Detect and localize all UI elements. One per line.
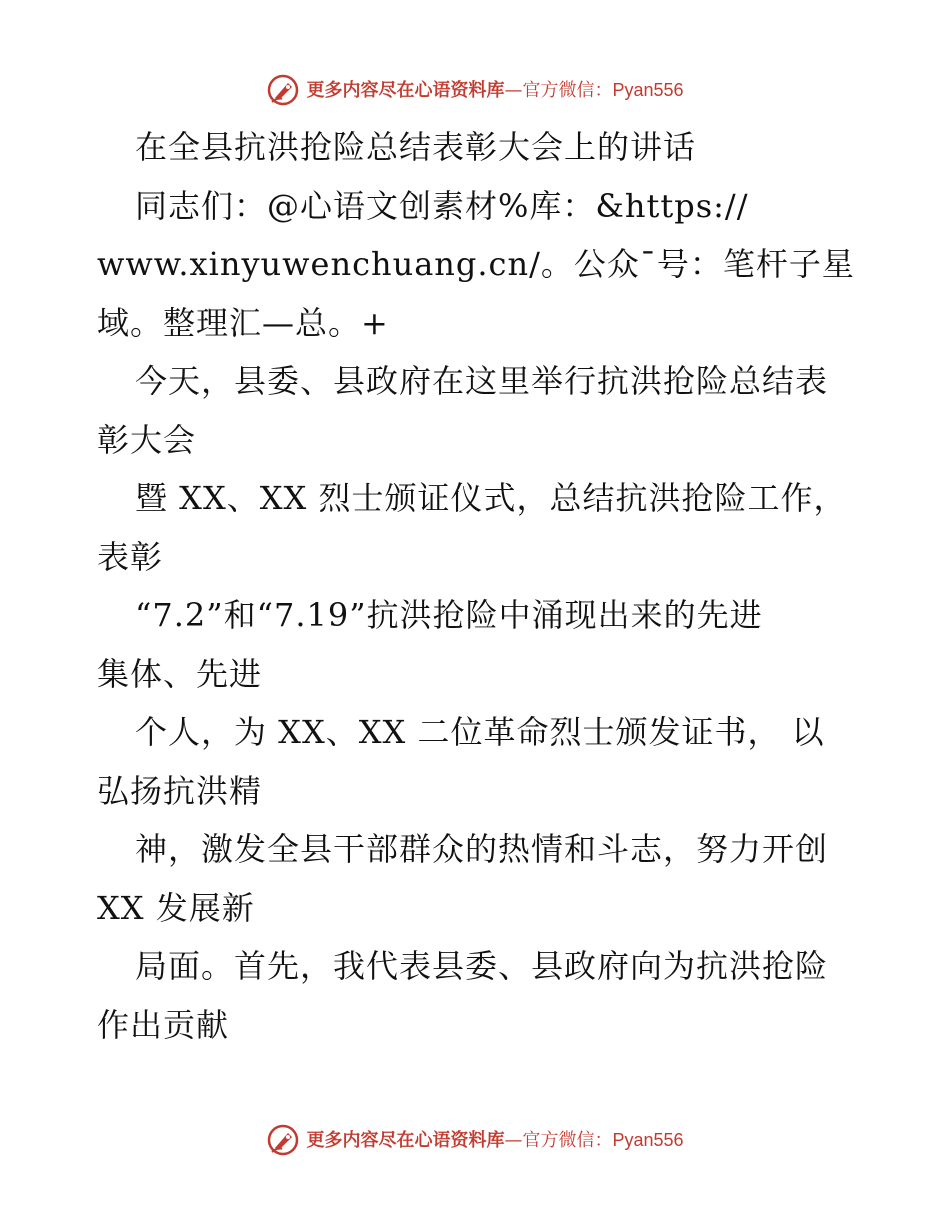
document-title: 在全县抗洪抢险总结表彰大会上的讲话 (135, 128, 697, 166)
pen-nib-logo-icon (266, 73, 300, 107)
document-line: 弘扬抗洪精 (97, 771, 263, 810)
header-text-dash: — (504, 79, 523, 101)
document-line: 同志们：@心语文创素材%库：&https:// (135, 186, 749, 225)
footer-text-dash: — (504, 1129, 523, 1151)
footer-text-main: 更多内容尽在心语资料库 (306, 1129, 505, 1151)
document-line: 表彰 (97, 537, 164, 576)
document-line: 域。整理汇—总。+ (97, 303, 389, 342)
footer-text (306, 1131, 683, 1150)
footer-watermark (0, 1120, 950, 1160)
document-line: XX 发展新 (97, 888, 255, 927)
footer-text-id: Pyan556 (612, 1129, 684, 1150)
document-line: “7.2”和“7.19”抗洪抢险中涌现出来的先进 (135, 596, 763, 634)
document-body (97, 118, 857, 1054)
document-line: 暨 XX、XX 烈士颁证仪式，总结抗洪抢险工作， (135, 479, 847, 517)
footer-text-official: 官方微信： (522, 1129, 613, 1151)
document-line: 作出贡献 (97, 1005, 230, 1044)
pen-nib-logo-icon (266, 1123, 300, 1157)
document-line: 今天，县委、县政府在这里举行抗洪抢险总结表 (135, 362, 829, 400)
header-text (306, 81, 683, 100)
document-line: 集体、先进 (97, 654, 263, 693)
header-text-id: Pyan556 (612, 79, 684, 100)
document-line: 彰大会 (97, 420, 197, 459)
header-text-main: 更多内容尽在心语资料库 (306, 79, 505, 101)
header-watermark (0, 70, 950, 110)
header-text-official: 官方微信： (522, 79, 613, 101)
document-line: 局面。首先，我代表县委、县政府向为抗洪抢险 (135, 947, 829, 985)
document-line: www.xinyuwenchuang.cn/。公众¯号：笔杆子星 (97, 245, 855, 283)
document-line: 个人，为 XX、XX 二位革命烈士颁发证书， 以 (135, 713, 825, 751)
document-line: 神，激发全县干部群众的热情和斗志，努力开创 (135, 830, 829, 868)
